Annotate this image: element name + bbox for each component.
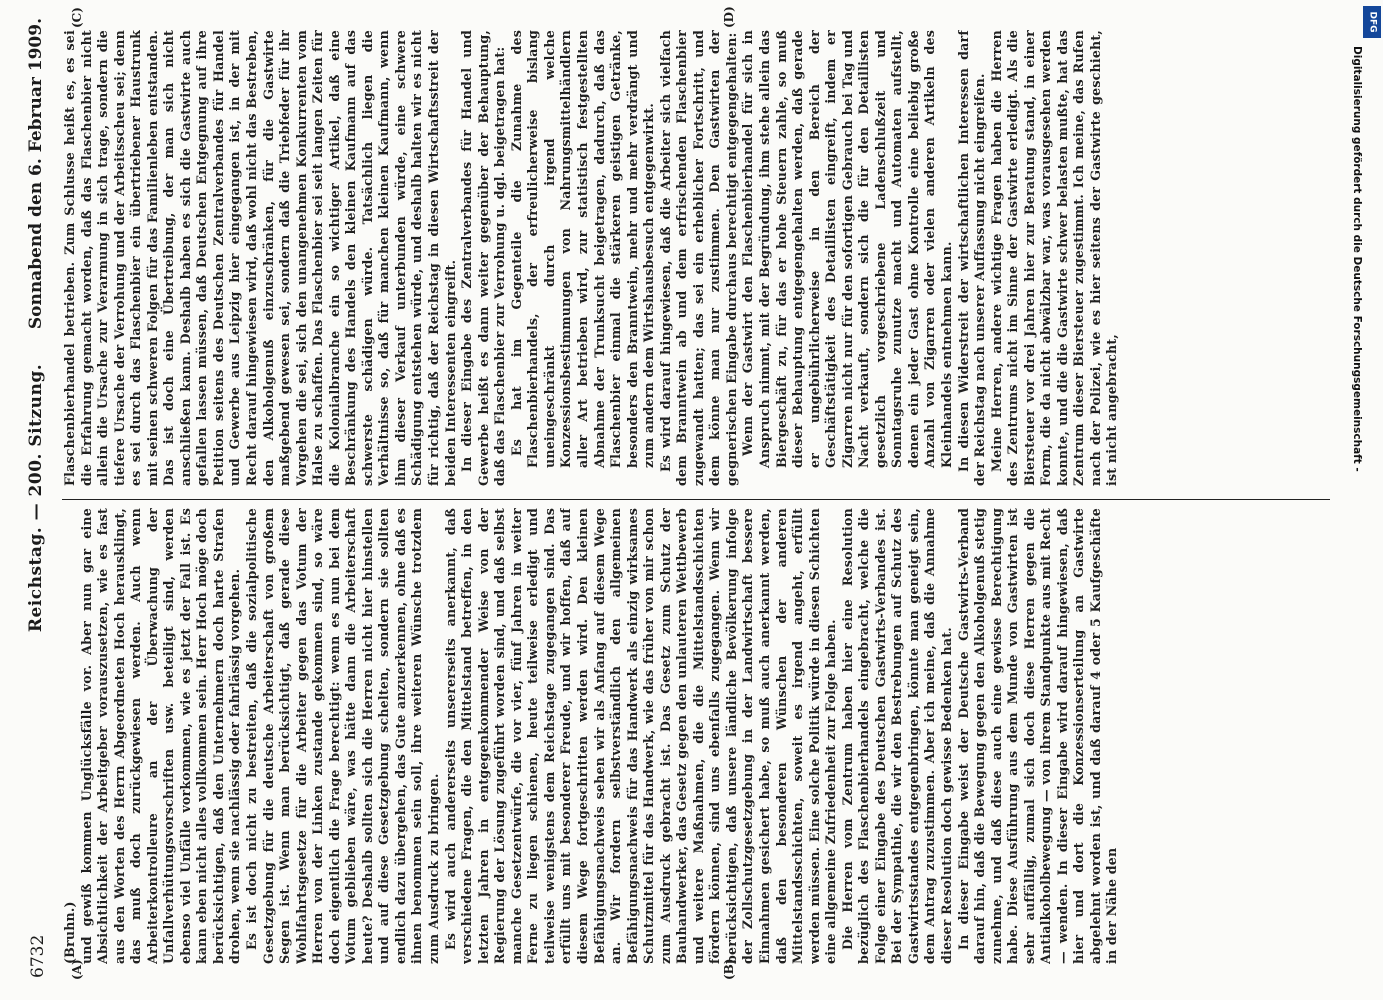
- left-text-column: [62, 508, 1332, 964]
- margin-marker-c: (C): [70, 7, 84, 28]
- digitization-credit: [1345, 6, 1363, 996]
- margin-marker-d: (D): [722, 6, 736, 28]
- speaker-name: (Bruhn.): [62, 901, 77, 964]
- rotated-document-page: [22, 6, 1342, 980]
- right-text-column: [62, 30, 1332, 486]
- page-title: Reichstag. — 200. Sitzung.: [26, 363, 46, 633]
- paragraph: In diesen Widerstreit der wirtschaftlichen Interessen darf der Reichstag nach unserer Auffassung nicht eingreifen.: [955, 30, 988, 486]
- column-divider: [62, 499, 1330, 500]
- paragraph: und gewiß kommen Unglücksfälle vor. Aber nun gar eine Absichtlichkeit der Arbeitgeber vorauszusetzen, wie es fast aus den Worten des Herrn Abgeordneten Hoch herausklingt, das muß doch zurückgewiesen werden. Auch wenn Arbeiterkontrolleure an der Überwachung der Unfallverhütungsvorschriften usw. beteiligt sind, werden ebenso viel Unfälle vorkommen, wie es jetzt der Fall ist. Es kann eben nicht alles vollkommen sein. Herr Hoch möge doch berücksichtigen, daß den Unternehmern doch harte Strafen drohen, wenn sie nachlässig oder fahrlässig vorgehen.: [78, 508, 243, 964]
- paragraph: In dieser Eingabe des Zentralverbandes für Handel und Gewerbe heißt es dann weiter gegenüber der Behauptung, daß das Flaschenbier zur Verrohung u. dgl. beigetragen hat:: [459, 30, 508, 486]
- digitization-credit-text: Digitalisierung gefördert durch die Deutsche Forschungsgemeinschaft -: [1351, 46, 1363, 472]
- paragraph: Es wird darauf hingewiesen, daß die Arbeiter sich vielfach dem Branntwein ab und dem erfrischenden Flaschenbier zugewandt hatten; das sei ein erheblicher Fortschritt, und dem könne man nur zustimmen. Den Gastwirten der gegnerischen Eingabe durchaus berechtigt entgegengehalten:: [657, 30, 739, 486]
- dfg-logo-text: DFG: [1367, 11, 1378, 33]
- paragraph: Flaschenbierhandel betrieben. Zum Schlusse heißt es, es sei die Erfahrung gemacht worden, daß das Flaschenbier nicht allein die Ursache zur Verarmung in sich trage, sondern die tiefere Ursache der Verrohung und der Arbeitsscheu sei; denn es sei durch das Flaschenbier ein übertriebener Haustrunk mit seinen schweren Folgen für das Familienleben entstanden. Das ist doch eine Übertreibung, der man sich nicht anschließen kann. Deshalb haben es sich die Gastwirte auch gefallen lassen müssen, daß Deutschen Entgegnung auf ihre Petition seitens des Deutschen Zentralverbandes für Handel und Gewerbe aus Leipzig hier eingegangen ist, in der mit Recht darauf hingewiesen wird, daß wohl nicht das Bestreben, den Alkoholgenuß einzuschränken, für die Gastwirte maßgebend gewesen sei, sondern daß die Triebfeder für ihr Vorgehen die sei, sich den unangenehmen Konkurrenten vom Halse zu schaffen. Das Flaschenbier sei seit langen Zeiten für die Kolonialbranche ein so wichtiger Artikel, daß eine Beschränkung des Handels den kleinen Kaufmann auf das schwerste schädigen würde. Tatsächlich liegen die Verhältnisse so, daß für manchen kleinen Kaufmann, wenn ihm dieser Verkauf unterbunden würde, eine schwere Schädigung entstehen würde, und deshalb halten wir es nicht für richtig, daß der Reichstag in diesen Wirtschaftsstreit der beiden Interessenten eingreift.: [62, 30, 458, 486]
- quoted-passage: Wenn der Gastwirt den Flaschenbierhandel für sich in Anspruch nimmt, mit der Begründung, ihm stehe allein das Biergeschäft zu, für das er hohe Steuern zahle, so muß dieser Behauptung entgegengehalten werden, daß gerade er ungebührlicherweise in den Bereich der Geschäftstätigkeit des Detaillisten eingreift, indem er Zigarren nicht nur für den sofortigen Gebrauch bei Tag und Nacht verkauft, sondern sich die für den Detaillisten gesetzlich vorgeschriebene Ladenschlußzeit und Sonntagsruhe zunutze macht und Automaten aufstellt, denen ein jeder Gast ohne Kontrolle eine beliebig große Anzahl von Zigarren oder vielen anderen Artikeln des Kleinhandels entnehmen kann.: [740, 30, 954, 468]
- paragraph: Die Herren vom Zentrum haben hier eine Resolution bezüglich des Flaschenbierhandels eingebracht, welche die Folge einer Eingabe des Deutschen Gastwirts-Verbandes ist. Bei der Sympathie, die wir den Bestrebungen auf Schutz des Gastwirtsstandes entgegenbringen, könnte man geneigt sein, dem Antrag zuzustimmen. Aber ich meine, daß die Annahme dieser Resolution doch gewisse Bedenken hat.: [839, 508, 954, 964]
- paragraph: In dieser Eingabe weist der Deutsche Gastwirts-Verband darauf hin, daß die Bewegung gegen den Alkoholgenuß stetig zunehme, und daß diese auch eine gewisse Berechtigung habe. Diese Ausführung aus dem Munde von Gastwirten ist sehr auffällig, zumal sich doch diese Herren gegen die Antialkoholbewegung — von ihrem Standpunkte aus mit Recht — wenden. In dieser Eingabe wird darauf hingewiesen, daß hier und dort die Konzessionserteilung an Gastwirte abgelehnt worden ist, und daß darauf 4 oder 5 Kaufgeschäfte in der Nähe den: [955, 508, 1120, 964]
- page-header: [22, 18, 56, 978]
- paragraph: Es ist doch nicht zu bestreiten, daß die sozialpolitische Gesetzgebung für die deutsche Arbeiterschaft von großem Segen ist. Wenn man berücksichtigt, daß gerade diese Wohlfahrtsgesetze für die Arbeiter gegen das Votum der Herren von der Linken zustande gekommen sind, so wäre doch eigentlich die Frage berechtigt: wenn es nun bei dem Votum geblieben wäre, was hätte dann die Arbeiterschaft heute? Deshalb sollten sich die Herren nicht hier hinstellen und auf diese Gesetzgebung schelten, sondern sie sollten endlich dazu übergehen, das Gute anzuerkennen, ohne daß es ihnen benommen sein soll, ihre weiteren Wünsche trotzdem zum Ausdruck zu bringen.: [244, 508, 442, 964]
- margin-marker-b: (B): [722, 958, 736, 980]
- page-number: 6732: [28, 934, 48, 978]
- quoted-passage: Es hat im Gegenteile die Zunahme des Flaschenbierhandels, der erfreulicherweise bislang uneingeschränkt durch irgend welche Konzessionsbestimmungen von Nahrungsmittelhändlern aller Art betrieben wird, zur statistisch festgestellten Abnahme der Trunksucht beigetragen, dadurch, daß das Flaschenbier einmal die stärkeren geistigen Getränke, besonders den Branntwein, mehr und mehr verdrängt und zum andern dem Wirtshausbesuch entgegenwirkt.: [508, 30, 657, 468]
- paragraph: Es wird auch andererseits unsererseits anerkannt, daß verschiedene Fragen, die den Mittelstand betreffen, in den letzten Jahren in entgegenkommender Weise von der Regierung der Lösung zugeführt worden sind, und daß selbst manche Gesetzentwürfe, die vor vier, fünf Jahren in weiter Ferne zu liegen schienen, heute teilweise erledigt und teilweise wenigstens dem Reichstage zugegangen sind. Das erfüllt uns mit besonderer Freude, und wir hoffen, daß auf diesem Wege fortgeschritten werden wird. Den kleinen Befähigungsnachweis sehen wir als Anfang auf diesem Wege an. Wir fordern selbstverständlich den allgemeinen Befähigungsnachweis für das Handwerk als einzig wirksames Schutzmittel für das Handwerk, wie das früher von mir schon zum Ausdruck gebracht ist. Das Gesetz zum Schutz der Bauhandwerker, das Gesetz gegen den unlauteren Wettbewerb und weitere Maßnahmen, die die Mittelstandsschichten fördern können, sind uns ebenfalls zugegangen. Wenn wir berücksichtigen, daß unsere ländliche Bevölkerung infolge der Zollschutzgesetzgebung in der Landwirtschaft bessere Einnahmen gesichert habe, so muß auch anerkannt werden, daß den besonderen Wünschen der anderen Mittelstandsschichten, soweit es irgend angeht, erfüllt werden müssen. Eine solche Politik würde in diesen Schichten eine allgemeine Zufriedenheit zur Folge haben.: [442, 508, 839, 964]
- margin-marker-a: (A): [70, 959, 84, 980]
- page-date: Sonnabend den 6. Februar 1909.: [26, 18, 46, 330]
- dfg-logo-icon: [1363, 6, 1381, 38]
- paragraph: Meine Herren, andere wichtige Fragen haben die Herren des Zentrums nicht im Sinne der Gastwirte erledigt. Als die Biersteuer vor drei Jahren hier zur Beratung stand, in einer Form, die da nicht abwälzbar war, was vorausgesehen werden konnte, und die die Gastwirte schwer belasten mußte, hat das Zentrum dieser Biersteuer zugestimmt. Ich meine, das Rufen nach der Polizei, wie es hier seitens der Gastwirte geschieht, ist nicht angebracht,: [988, 30, 1120, 486]
